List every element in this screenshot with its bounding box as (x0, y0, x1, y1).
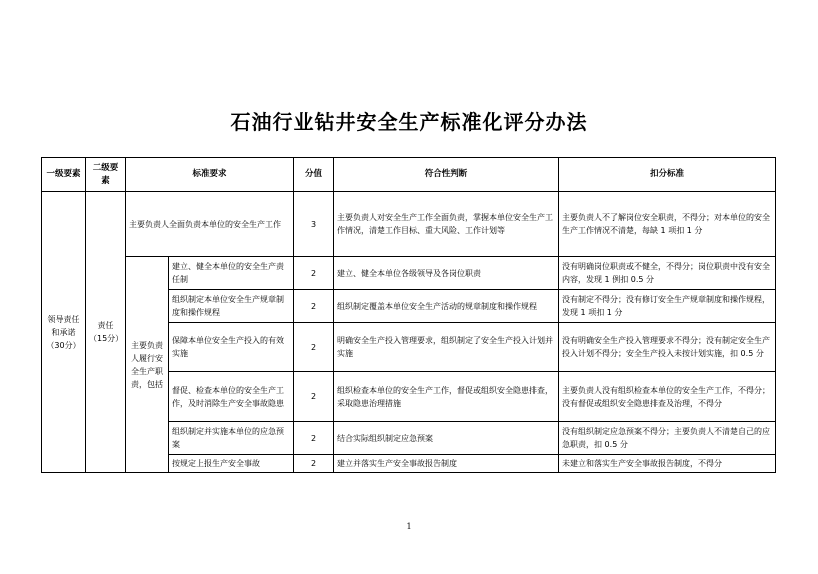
header-score: 分值 (294, 158, 334, 192)
header-judgement: 符合性判断 (334, 158, 559, 192)
sub-group-cell: 主要负责人履行安全生产职责，包括 (126, 257, 169, 473)
header-level1: 一级要素 (42, 158, 86, 192)
page-number: 1 (406, 522, 412, 531)
score-cell: 2 (294, 257, 334, 290)
requirement-cell: 按规定上报生产安全事故 (169, 455, 294, 473)
score-cell: 2 (294, 455, 334, 473)
deduction-cell: 没有组织制定应急预案不得分；主要负责人不清楚自己的应急职责，扣 0.5 分 (559, 422, 776, 455)
judgement-cell: 建立并落实生产安全事故报告制度 (334, 455, 559, 473)
header-deduction: 扣分标准 (559, 158, 776, 192)
page-title: 石油行业钻井安全生产标准化评分办法 (230, 110, 588, 134)
deduction-cell: 没有制定不得分；没有修订安全生产规章制度和操作规程，发现 1 项扣 1 分 (559, 290, 776, 323)
judgement-cell: 建立、健全本单位各级领导及各岗位职责 (334, 257, 559, 290)
judgement-cell: 结合实际组织制定应急预案 (334, 422, 559, 455)
score-cell: 2 (294, 290, 334, 323)
requirement-cell: 主要负责人全面负责本单位的安全生产工作 (126, 192, 294, 257)
requirement-cell: 组织制定本单位安全生产规章制度和操作规程 (169, 290, 294, 323)
score-cell: 3 (294, 192, 334, 257)
score-cell: 2 (294, 372, 334, 422)
requirement-cell: 督促、检查本单位的安全生产工作，及时消除生产安全事故隐患 (169, 372, 294, 422)
judgement-cell: 组织制定覆盖本单位安全生产活动的规章制度和操作规程 (334, 290, 559, 323)
requirement-cell: 建立、健全本单位的安全生产责任制 (169, 257, 294, 290)
score-cell: 2 (294, 323, 334, 372)
judgement-cell: 明确安全生产投入管理要求，组织制定了安全生产投入计划并实施 (334, 323, 559, 372)
score-cell: 2 (294, 422, 334, 455)
deduction-cell: 没有明确岗位职责或不健全，不得分；岗位职责中没有安全内容，发现 1 例扣 0.5 分 (559, 257, 776, 290)
table-header-row (42, 158, 776, 192)
judgement-cell: 主要负责人对安全生产工作全面负责，掌握本单位安全生产工作情况，清楚工作目标、重大风险、工作计划等 (334, 192, 559, 257)
table-row (42, 192, 776, 257)
deduction-cell: 主要负责人不了解岗位安全职责，不得分；对本单位的安全生产工作情况不清楚，每缺 1 项扣 1 分 (559, 192, 776, 257)
deduction-cell: 主要负责人没有组织检查本单位的安全生产工作，不得分；没有督促或组织安全隐患排查及治理，不得分 (559, 372, 776, 422)
level2-cell: 责任（15分） (86, 192, 126, 473)
header-requirement: 标准要求 (126, 158, 294, 192)
requirement-cell: 保障本单位安全生产投入的有效实施 (169, 323, 294, 372)
scoring-table (41, 157, 776, 473)
requirement-cell: 组织制定并实施本单位的应急预案 (169, 422, 294, 455)
judgement-cell: 组织检查本单位的安全生产工作，督促或组织安全隐患排查，采取隐患治理措施 (334, 372, 559, 422)
deduction-cell: 没有明确安全生产投入管理要求不得分；没有制定安全生产投入计划不得分；安全生产投入未按计划实施，扣 0.5 分 (559, 323, 776, 372)
table-row (42, 257, 776, 290)
deduction-cell: 未建立和落实生产安全事故报告制度，不得分 (559, 455, 776, 473)
header-level2: 二级要素 (86, 158, 126, 192)
level1-cell: 领导责任和承诺（30分） (42, 192, 86, 473)
